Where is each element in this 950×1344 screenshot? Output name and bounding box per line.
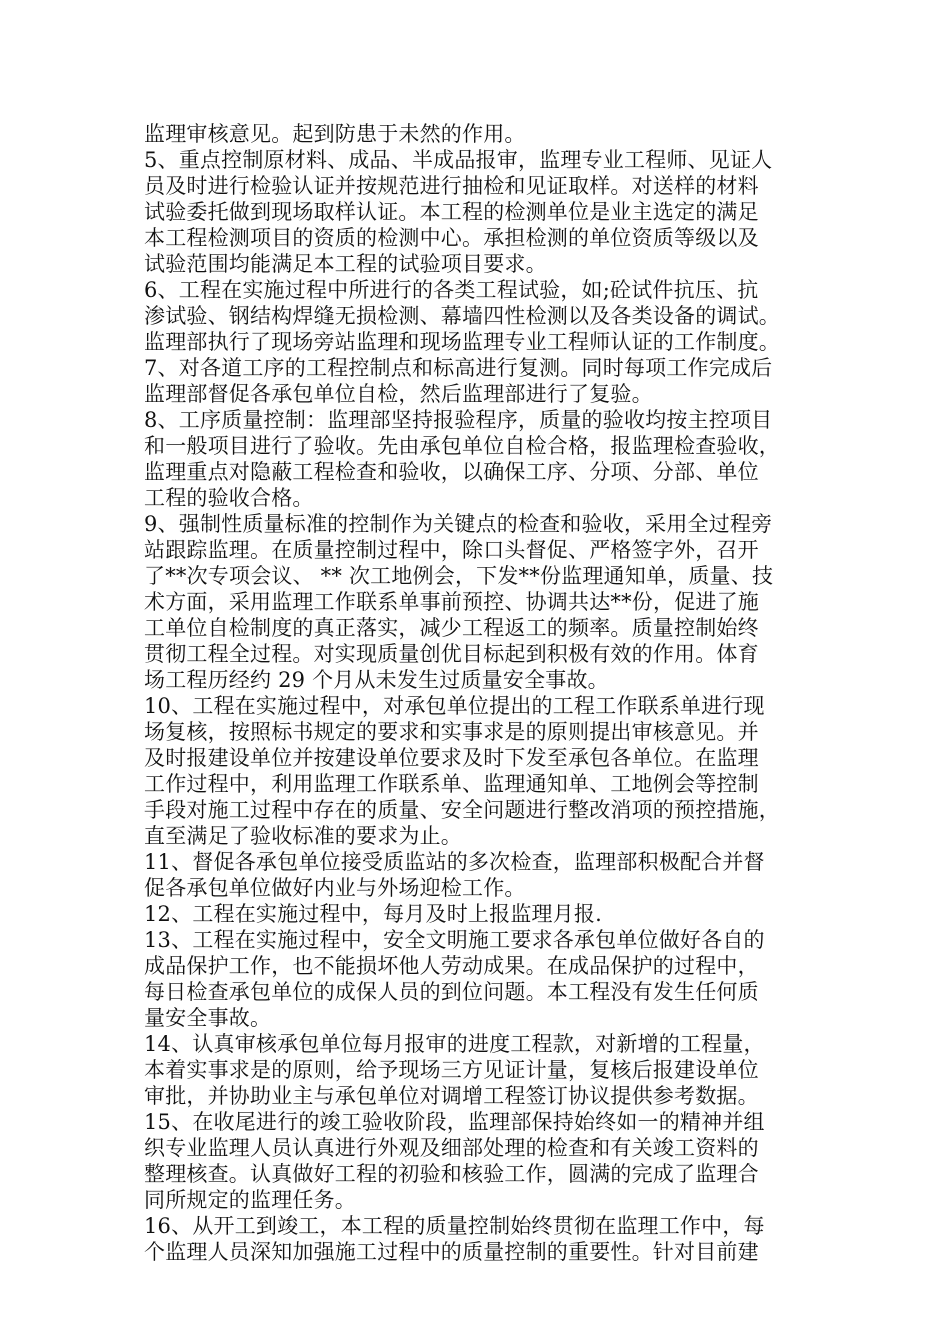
text-line: 量安全事故。 [144, 1006, 272, 1030]
text-line: 术方面，采用监理工作联系单事前预控、协调共达**份，促进了施 [144, 590, 759, 614]
text-line: 贯彻工程全过程。对实现质量创优目标起到积极有效的作用。体育 [144, 642, 759, 666]
text-line: 直至满足了验收标准的要求为止。 [144, 824, 462, 848]
text-line: 每日检查承包单位的成保人员的到位问题。本工程没有发生任何质 [144, 980, 759, 1004]
text-line: 监理重点对隐蔽工程检查和验收，以确保工序、分项、分部、单位 [144, 460, 759, 484]
text-line: 本着实事求是的原则，给予现场三方见证计量，复核后报建设单位 [144, 1058, 759, 1082]
text-line: 促各承包单位做好内业与外场迎检工作。 [144, 876, 526, 900]
text-line: 成品保护工作，也不能损坏他人劳动成果。在成品保护的过程中， [144, 954, 759, 978]
text-line: 工程的验收合格。 [144, 486, 314, 510]
text-line: 试验委托做到现场取样认证。本工程的检测单位是业主选定的满足 [144, 200, 759, 224]
text-line: 11、督促各承包单位接受质监站的多次检查，监理部积极配合并督 [144, 850, 765, 874]
text-line: 个监理人员深知加强施工过程中的质量控制的重要性。针对目前建 [144, 1240, 759, 1264]
text-line: 9、强制性质量标准的控制作为关键点的检查和验收，采用全过程旁 [144, 512, 773, 536]
text-line: 同所规定的监理任务。 [144, 1188, 356, 1212]
text-line: 13、工程在实施过程中，安全文明施工要求各承包单位做好各自的 [144, 928, 765, 952]
text-line: 工作过程中，利用监理工作联系单、监理通知单、工地例会等控制 [144, 772, 759, 796]
text-line: 监理审核意见。起到防患于未然的作用。 [144, 122, 526, 146]
text-line: 本工程检测项目的资质的检测中心。承担检测的单位资质等级以及 [144, 226, 759, 250]
text-line: 站跟踪监理。在质量控制过程中，除口头督促、严格签字外，召开 [144, 538, 759, 562]
text-line: 了**次专项会议、 ** 次工地例会，下发**份监理通知单，质量、技 [144, 564, 774, 588]
text-line: 工单位自检制度的真正落实，减少工程返工的频率。质量控制始终 [144, 616, 759, 640]
text-line: 7、对各道工序的工程控制点和标高进行复测。同时每项工作完成后 [144, 356, 773, 380]
text-line: 试验范围均能满足本工程的试验项目要求。 [144, 252, 547, 276]
text-line: 渗试验、钢结构焊缝无损检测、幕墙四性检测以及各类设备的调试。 [144, 304, 780, 328]
text-line: 和一般项目进行了验收。先由承包单位自检合格，报监理检查验收， [144, 434, 780, 458]
text-line: 手段对施工过程中存在的质量、安全问题进行整改消项的预控措施， [144, 798, 780, 822]
text-line: 场工程历经约 29 个月从未发生过质量安全事故。 [144, 668, 609, 692]
text-line: 织专业监理人员认真进行外观及细部处理的检查和有关竣工资料的 [144, 1136, 759, 1160]
text-line: 12、工程在实施过程中，每月及时上报监理月报. [144, 902, 602, 926]
text-line: 整理核查。认真做好工程的初验和核验工作，圆满的完成了监理合 [144, 1162, 759, 1186]
text-line: 10、工程在实施过程中，对承包单位提出的工程工作联系单进行现 [144, 694, 765, 718]
text-line: 及时报建设单位并按建设单位要求及时下发至承包各单位。在监理 [144, 746, 759, 770]
text-line: 监理部执行了现场旁站监理和现场监理专业工程师认证的工作制度。 [144, 330, 780, 354]
document-body [144, 121, 824, 1265]
text-line: 场复核，按照标书规定的要求和实事求是的原则提出审核意见。并 [144, 720, 759, 744]
text-line: 14、认真审核承包单位每月报审的进度工程款，对新增的工程量， [144, 1032, 765, 1056]
text-line: 15、在收尾进行的竣工验收阶段，监理部保持始终如一的精神并组 [144, 1110, 765, 1134]
text-line: 8、工序质量控制：监理部坚持报验程序，质量的验收均按主控项目 [144, 408, 773, 432]
text-line: 16、从开工到竣工，本工程的质量控制始终贯彻在监理工作中，每 [144, 1214, 765, 1238]
text-line: 5、重点控制原材料、成品、半成品报审，监理专业工程师、见证人 [144, 148, 773, 172]
text-line: 员及时进行检验认证并按规范进行抽检和见证取样。对送样的材料 [144, 174, 759, 198]
text-line: 审批，并协助业主与承包单位对调增工程签订协议提供参考数据。 [144, 1084, 759, 1108]
text-line: 监理部督促各承包单位自检，然后监理部进行了复验。 [144, 382, 653, 406]
text-line: 6、工程在实施过程中所进行的各类工程试验，如;砼试件抗压、抗 [144, 278, 759, 302]
